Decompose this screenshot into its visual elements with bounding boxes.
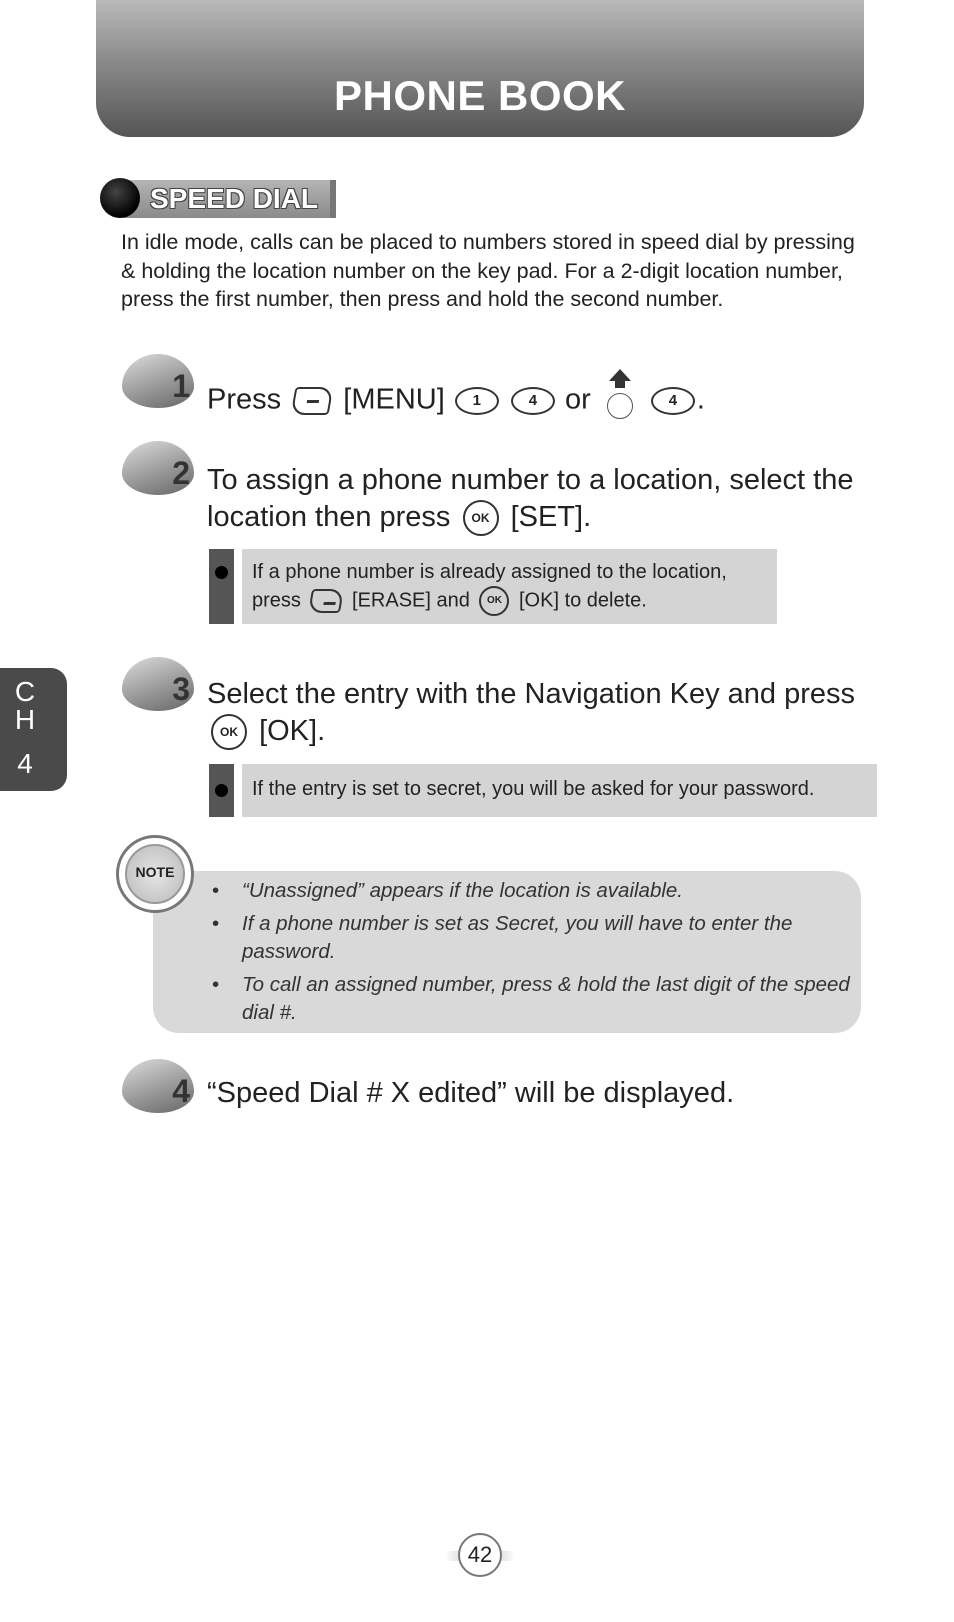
step-number: 2: [172, 455, 190, 491]
bullet-icon: •: [212, 972, 220, 996]
note-item-text: “Unassigned” appears if the location is available.: [242, 879, 684, 902]
page-number-badge: [445, 1533, 515, 1583]
step-1-menu-label: [MENU]: [343, 383, 445, 416]
note-list: [210, 877, 850, 1032]
note-label: NOTE: [135, 864, 175, 880]
step-3-ok-label: [OK].: [259, 715, 326, 747]
key-1-icon: 1: [455, 387, 499, 415]
page-number: 42: [458, 1533, 502, 1577]
step-2-text: [207, 462, 857, 536]
left-soft-key-icon: [291, 387, 334, 415]
step-4-badge: [122, 1059, 194, 1117]
section-heading: [100, 178, 338, 220]
step-1-or-label: or: [564, 383, 591, 416]
bullet-icon: •: [212, 911, 220, 935]
chapter-tab: [0, 668, 67, 791]
step-2-tip-text-b: [ERASE] and: [352, 589, 470, 612]
section-title: SPEED DIAL: [150, 183, 319, 214]
tip-marker: [209, 764, 234, 817]
bullet-icon: [215, 566, 228, 579]
intro-paragraph: In idle mode, calls can be placed to numbers stored in speed dial by pressing & holding the location number on the key pad. For a 2-digit location number, press the first number, then press and hold the second number.: [121, 230, 855, 311]
step-1-press-label: Press: [207, 383, 282, 416]
step-2-tip-text-c: [OK] to delete.: [519, 589, 647, 612]
step-2-tip-text-a: If a phone number is already assigned to the location, press: [252, 561, 727, 612]
note-badge: [116, 835, 194, 913]
section-bullet-icon: [100, 178, 140, 218]
key-4-icon: 4: [511, 387, 555, 415]
note-item-text: If a phone number is set as Secret, you will have to enter the password.: [242, 911, 793, 963]
step-1-badge: [122, 354, 194, 412]
chapter-tab-h: H: [14, 704, 36, 735]
page-header: [96, 0, 864, 137]
step-2-tip: [242, 549, 777, 624]
step-1-period: .: [696, 383, 705, 416]
right-soft-key-icon: [308, 589, 344, 613]
step-3-tip: If the entry is set to secret, you will be asked for your password.: [242, 764, 877, 817]
tip-marker: [209, 549, 234, 624]
chapter-tab-c: C: [14, 676, 36, 707]
step-3-instruction: Select the entry with the Navigation Key and press: [207, 678, 856, 710]
page-title: PHONE BOOK: [333, 72, 627, 119]
step-2-instruction: To assign a phone number to a location, select the location then press: [207, 464, 854, 533]
ok-key-icon: OK: [211, 714, 247, 750]
key-4-icon: 4: [651, 387, 695, 415]
bullet-icon: [215, 784, 228, 797]
step-number: 3: [172, 671, 190, 707]
navigation-up-key-icon: [605, 369, 635, 421]
step-2-set-label: [SET].: [510, 501, 592, 533]
step-4-text: “Speed Dial # X edited” will be displayed.: [207, 1077, 735, 1109]
note-item: [210, 971, 850, 1028]
step-number: 4: [172, 1073, 190, 1109]
step-number: 1: [172, 368, 190, 404]
ok-key-icon: OK: [463, 500, 499, 536]
note-item: [210, 910, 850, 967]
step-2-badge: [122, 441, 194, 499]
bullet-icon: •: [212, 879, 220, 902]
chapter-tab-number: 4: [17, 748, 33, 779]
note-item: [210, 877, 850, 906]
ok-key-icon: OK: [479, 586, 509, 616]
note-item-text: To call an assigned number, press & hold the last digit of the speed dial #.: [242, 972, 850, 1024]
step-1-text: [207, 375, 705, 427]
step-3-badge: [122, 657, 194, 715]
step-3-text: [207, 676, 857, 750]
